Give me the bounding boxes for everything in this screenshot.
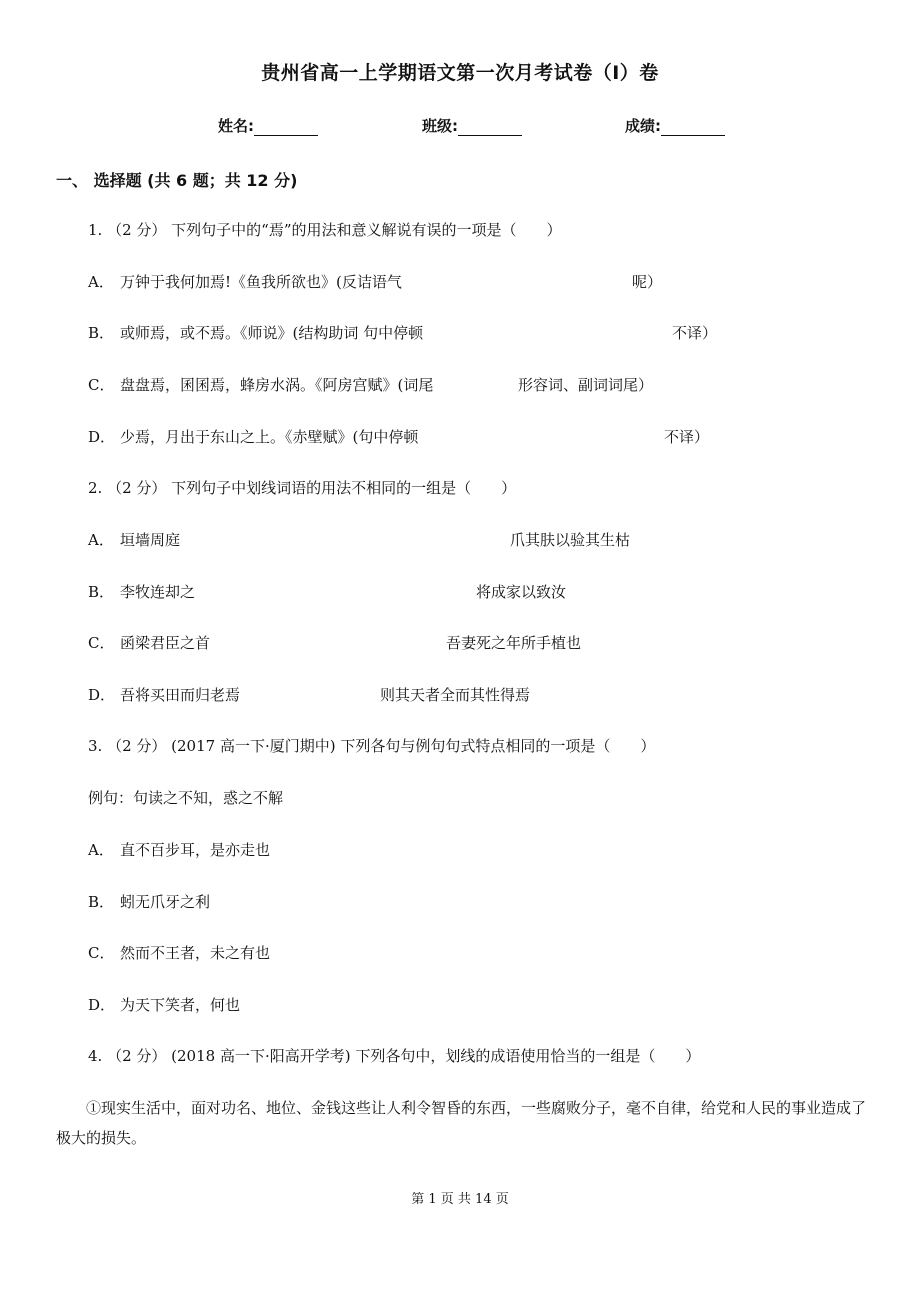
class-field — [422, 115, 522, 136]
question-stem: 4. （2 分） (2018 高一下·阳高开学考) 下列各句中，划线的成语使用恰当的一组是（ ） — [88, 1047, 701, 1065]
score-label: 成绩: — [625, 117, 661, 135]
option-label: C． — [88, 634, 115, 652]
option-text: 盘盘焉，囷囷焉，蜂房水涡。《阿房宫赋》(词尾 — [120, 376, 434, 394]
option-label: D． — [88, 686, 116, 704]
exam-title: 贵州省高一上学期语文第一次月考试卷（I）卷 — [261, 62, 659, 84]
option-text: 垣墙周庭 — [120, 531, 181, 549]
option-extra: 则其天者全而其性得焉 — [380, 686, 531, 704]
option-row — [88, 322, 423, 344]
option-row — [88, 839, 270, 861]
student-info-row — [0, 115, 920, 139]
section-heading: 一、 选择题 (共 6 题；共 12 分) — [56, 171, 298, 190]
option-row — [88, 891, 210, 913]
option-row — [88, 529, 180, 551]
option-text: 直不百步耳，是亦走也 — [120, 841, 271, 859]
option-text: 少焉，月出于东山之上。《赤壁赋》(句中停顿 — [120, 428, 419, 446]
option-text: 蚓无爪牙之利 — [120, 893, 211, 911]
option-extra: 呢） — [632, 273, 663, 291]
option-row — [88, 271, 402, 293]
option-text: 函梁君臣之首 — [120, 634, 211, 652]
option-label: A． — [88, 531, 114, 549]
option-label: B． — [88, 583, 115, 601]
option-extra: 形容词、副词词尾） — [518, 376, 654, 394]
option-text: 然而不王者，未之有也 — [120, 944, 271, 962]
option-label: B． — [88, 893, 115, 911]
example-sentence: 例句：句读之不知，惑之不解 — [88, 789, 284, 807]
option-label: D． — [88, 996, 116, 1014]
question-stem: 1. （2 分） 下列句子中的“焉”的用法和意义解说有误的一项是（ ） — [88, 221, 562, 239]
page-footer: 第 1 页 共 14 页 — [411, 1192, 509, 1207]
option-text: 或师焉，或不焉。《师说》(结构助词 句中停顿 — [120, 324, 424, 342]
option-row — [88, 632, 210, 654]
name-blank — [254, 119, 318, 136]
score-field — [625, 115, 725, 136]
option-row — [88, 942, 270, 964]
option-row — [88, 426, 418, 448]
option-extra: 爪其肤以验其生枯 — [510, 531, 631, 549]
option-row — [88, 374, 433, 396]
class-label: 班级: — [422, 117, 458, 135]
option-extra: 不译） — [672, 324, 718, 342]
question-stem: 3. （2 分） (2017 高一下·厦门期中) 下列各句与例句句式特点相同的一项是（ ） — [88, 737, 656, 755]
passage-paragraph: ①现实生活中，面对功名、地位、金钱这些让人利令智昏的东西，一些腐败分子，毫不自律，给党和人民的事业造成了极大的损失。 — [56, 1099, 867, 1147]
option-label: C． — [88, 944, 115, 962]
option-text: 吾将买田而归老焉 — [120, 686, 241, 704]
option-extra: 不译） — [664, 428, 710, 446]
option-extra: 将成家以致汝 — [476, 583, 567, 601]
option-label: A． — [88, 841, 114, 859]
option-text: 万钟于我何加焉!《鱼我所欲也》(反诘语气 — [120, 273, 402, 291]
option-label: D． — [88, 428, 116, 446]
option-row — [88, 684, 240, 706]
option-label: A． — [88, 273, 114, 291]
option-text: 为天下笑者，何也 — [120, 996, 241, 1014]
question-stem: 2. （2 分） 下列句子中划线词语的用法不相同的一组是（ ） — [88, 479, 517, 497]
option-extra: 吾妻死之年所手植也 — [446, 634, 582, 652]
name-field — [218, 115, 318, 136]
score-blank — [661, 119, 725, 136]
option-label: B． — [88, 324, 115, 342]
option-row — [88, 994, 240, 1016]
option-row — [88, 581, 195, 603]
option-label: C． — [88, 376, 115, 394]
name-label: 姓名: — [218, 117, 254, 135]
class-blank — [458, 119, 522, 136]
option-text: 李牧连却之 — [120, 583, 196, 601]
